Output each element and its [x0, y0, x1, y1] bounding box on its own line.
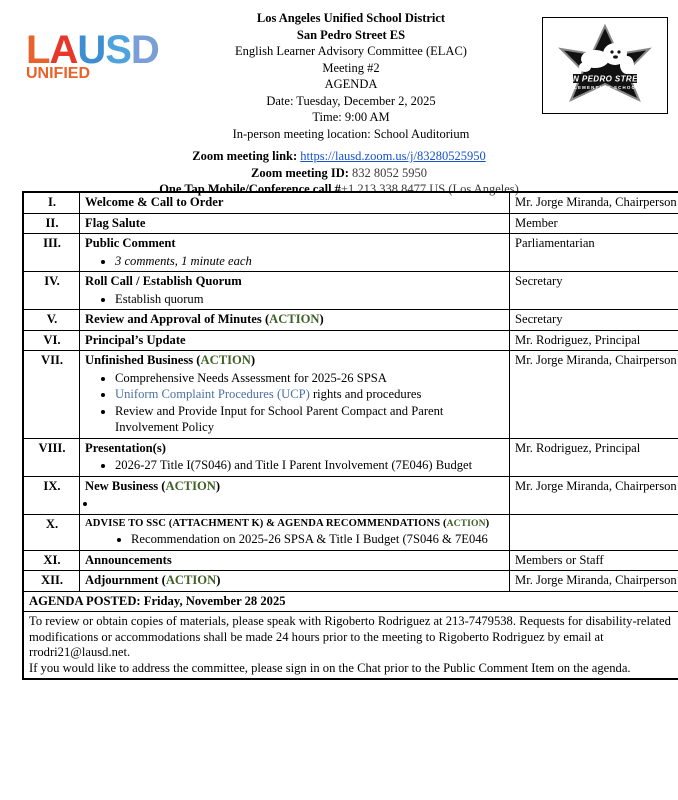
header-line-district: Los Angeles Unified School District [256, 11, 446, 25]
table-row [23, 234, 678, 272]
agenda-item-number: II. [23, 213, 80, 234]
header-line-committee: English Learner Advisory Committee (ELAC) [235, 44, 467, 58]
svg-text:ELEMENTARY SCHOOL: ELEMENTARY SCHOOL [569, 85, 641, 90]
agenda-item-topic [80, 192, 510, 213]
list-item: • 2026-27 Title I(7S046) and Title I Parent Involvement (7E046) Budget [115, 457, 505, 474]
agenda-item-title: Roll Call / Establish Quorum [85, 274, 242, 288]
agenda-item-bullet-list [85, 495, 505, 512]
agenda-item-topic [80, 550, 510, 571]
table-row [23, 272, 678, 310]
list-item: • Uniform Complaint Procedures (UCP) rights and procedures [115, 386, 505, 403]
action-badge: ACTION [165, 573, 217, 587]
ucp-link[interactable]: Uniform Complaint Procedures (UCP) [115, 387, 310, 401]
agenda-item-responsible: Mr. Jorge Miranda, Chairperson [510, 351, 678, 439]
agenda-item-bullet-list [85, 531, 505, 548]
agenda-item-title: Welcome & Call to Order [85, 195, 224, 209]
footer-notice [23, 612, 678, 680]
agenda-item-topic [80, 514, 510, 550]
footer-paragraph-chat: If you would like to address the committee, please sign in on the Chat prior to the Public Comment Item on the agenda. [29, 660, 631, 675]
table-row [23, 571, 678, 592]
agenda-item-number: VI. [23, 330, 80, 351]
table-row [23, 330, 678, 351]
agenda-item-responsible: Member [510, 213, 678, 234]
agenda-item-responsible: Secretary [510, 272, 678, 310]
agenda-item-title: Public Comment [85, 236, 176, 250]
agenda-item-title: Review and Approval of Minutes (ACTION) [85, 312, 324, 326]
agenda-item-number: XI. [23, 550, 80, 571]
agenda-item-number: X. [23, 514, 80, 550]
agenda-posted-text: AGENDA POSTED: Friday, November 28 2025 [23, 591, 678, 612]
header-line-school: San Pedro Street ES [296, 27, 406, 42]
agenda-item-responsible: Mr. Rodriguez, Principal [510, 438, 678, 476]
agenda-item-number: IV. [23, 272, 80, 310]
agenda-item-topic [80, 310, 510, 331]
zoom-id-label: Zoom meeting ID: [250, 165, 349, 180]
agenda-item-title: Presentation(s) [85, 440, 166, 455]
list-item: • 3 comments, 1 minute each [115, 253, 505, 270]
agenda-item-responsible: Mr. Jorge Miranda, Chairperson [510, 571, 678, 592]
agenda-item-number: IX. [23, 476, 80, 514]
agenda-item-bullet-list [85, 370, 505, 436]
action-badge: ACTION [165, 478, 216, 493]
list-item [97, 495, 505, 512]
table-row [23, 514, 678, 550]
agenda-item-responsible: Members or Staff [510, 550, 678, 571]
agenda-item-topic [80, 234, 510, 272]
zoom-onetap-value: +1 213 338 8477 US (Los Angeles) [340, 182, 519, 196]
agenda-item-bullet-list [85, 457, 505, 474]
agenda-item-number: VIII. [23, 438, 80, 476]
agenda-item-topic [80, 330, 510, 351]
svg-text:SAN PEDRO STREET: SAN PEDRO STREET [561, 74, 649, 84]
document-header [0, 0, 678, 196]
agenda-item-number: III. [23, 234, 80, 272]
agenda-item-title: Announcements [85, 552, 172, 567]
lausd-logo-unified-text: UNIFIED [26, 65, 90, 82]
header-line-date: Date: Tuesday, December 2, 2025 [266, 93, 436, 108]
agenda-table [22, 191, 678, 680]
agenda-item-title: Adjournment (ACTION) [85, 573, 221, 587]
agenda-item-responsible: Mr. Jorge Miranda, Chairperson [510, 476, 678, 514]
zoom-link-label: Zoom meeting link: [192, 149, 298, 163]
agenda-item-number: I. [23, 192, 80, 213]
agenda-item-title: New Business (ACTION) [85, 478, 221, 493]
header-line-meeting-number: Meeting #2 [322, 60, 380, 75]
agenda-item-responsible: Mr. Rodriguez, Principal [510, 330, 678, 351]
agenda-item-bullet-list [85, 291, 505, 308]
agenda-posted-row [23, 591, 678, 612]
zoom-link-line [0, 148, 678, 165]
action-badge: ACTION [269, 312, 320, 326]
header-line-agenda: AGENDA [324, 77, 378, 91]
agenda-item-responsible [510, 514, 678, 550]
zoom-id-value: 832 8052 5950 [352, 165, 428, 180]
list-item: • Review and Provide Input for School Parent Compact and Parent Involvement Policy [115, 403, 505, 436]
footer-paragraph-materials: To review or obtain copies of materials, please speak with Rigoberto Rodriguez at 213-7479538. Requests for disability-related modifications or accommodations shall be made 24 hours prior to the meeting to Rigoberto Rodriguez by email at rrodri21@lausd.net. [29, 614, 671, 659]
zoom-meeting-link[interactable]: https://lausd.zoom.us/j/83280525950 [300, 149, 486, 163]
lausd-logo-letters: LAUSD [26, 28, 159, 72]
header-line-location: In-person meeting location: School Auditorium [232, 126, 470, 141]
footer-row [23, 612, 678, 680]
agenda-item-number: V. [23, 310, 80, 331]
action-badge: ACTION [446, 517, 486, 529]
agenda-table-body [23, 192, 678, 679]
san-pedro-street-star-icon [543, 18, 667, 113]
agenda-item-number: XII. [23, 571, 80, 592]
agenda-item-topic [80, 272, 510, 310]
table-row [23, 310, 678, 331]
table-row [23, 550, 678, 571]
agenda-item-topic [80, 213, 510, 234]
agenda-item-topic [80, 476, 510, 514]
header-title-block [186, 10, 516, 142]
table-row [23, 476, 678, 514]
agenda-item-responsible: Secretary [510, 310, 678, 331]
action-badge: ACTION [200, 353, 251, 367]
agenda-item-title: Unfinished Business (ACTION) [85, 353, 256, 367]
agenda-item-title: Principal’s Update [85, 332, 186, 347]
table-row [23, 192, 678, 213]
zoom-id-line [0, 165, 678, 182]
agenda-item-topic [80, 571, 510, 592]
agenda-item-title: Flag Salute [85, 215, 146, 230]
agenda-item-bullet-list [85, 253, 505, 270]
agenda-item-responsible: Mr. Jorge Miranda, Chairperson [510, 192, 678, 213]
agenda-item-responsible: Parliamentarian [510, 234, 678, 272]
list-item: • Comprehensive Needs Assessment for 2025-26 SPSA [115, 370, 505, 387]
table-row [23, 213, 678, 234]
agenda-item-number: VII. [23, 351, 80, 439]
table-row [23, 351, 678, 439]
list-item: • Establish quorum [115, 291, 505, 308]
lausd-logo [26, 30, 186, 88]
list-item: • Recommendation on 2025-26 SPSA & Title I Budget (7S046 & 7E046 [131, 531, 505, 548]
agenda-item-topic [80, 438, 510, 476]
header-line-time: Time: 9:00 AM [312, 110, 390, 124]
agenda-item-title: ADVISE TO SSC (ATTACHMENT K) & AGENDA RECOMMENDATIONS (ACTION) [85, 517, 490, 529]
school-logo-box [542, 17, 668, 114]
table-row [23, 438, 678, 476]
agenda-item-topic [80, 351, 510, 439]
zoom-onetap-label: One Tap Mobile/Conference call # [159, 182, 341, 196]
